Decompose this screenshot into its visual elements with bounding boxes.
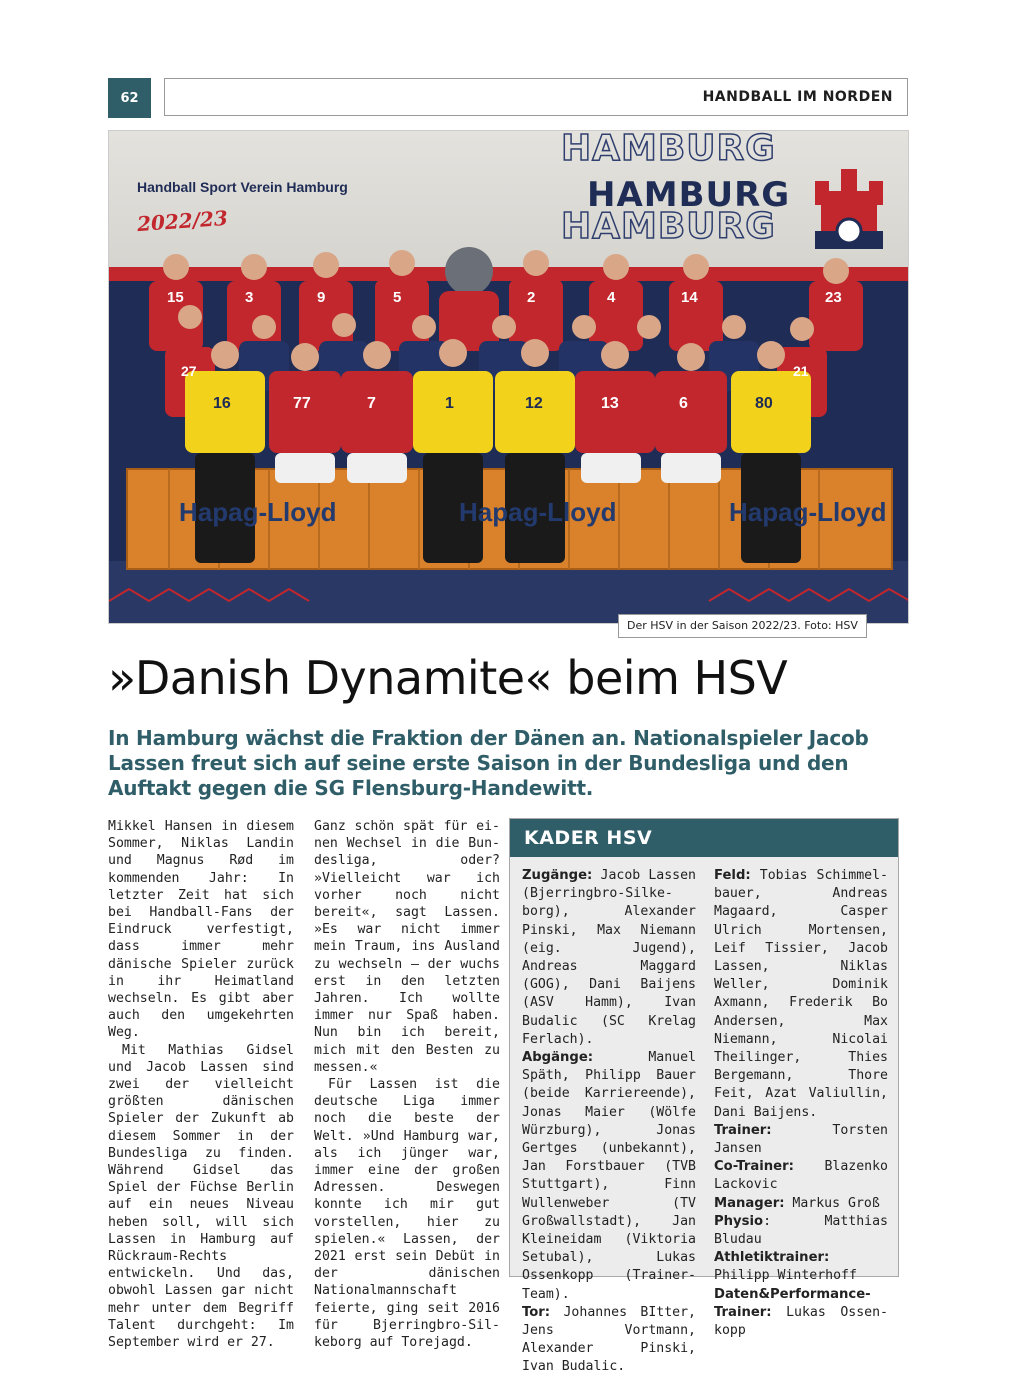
jersey-number: 2 <box>527 289 536 306</box>
photo-caption: Der HSV in der Saison 2022/23. Foto: HSV <box>618 614 867 638</box>
jersey-number: 77 <box>293 395 311 412</box>
zugaenge-text: Jacob Lassen (Bjerringbro-Silkeborg), Alexander Pinski, Max Niemann (eig. Jugend), Andreas Maggard (GOG), Dani Baijens (ASV Hamm), Ivan Budalic (SC Krelag Ferlach). <box>522 868 696 1047</box>
sponsor-logo-3: Hapag-Lloyd <box>729 497 887 527</box>
kader-title: KADER HSV <box>510 819 898 857</box>
manager-entry <box>714 1195 888 1213</box>
jersey-number: 1 <box>445 395 454 412</box>
jersey-number: 3 <box>245 289 254 306</box>
manager-label: Manager: <box>714 1195 785 1211</box>
article-column-2 <box>314 818 500 1351</box>
trainer-text: Torsten Jansen <box>714 1122 888 1157</box>
jersey-number: 80 <box>755 395 773 412</box>
jersey-number: 23 <box>825 289 842 306</box>
athletik-entry <box>714 1249 888 1285</box>
physio-entry <box>714 1213 888 1249</box>
jersey-number: 13 <box>601 395 619 412</box>
daten-entry <box>714 1286 888 1341</box>
cotrainer-label: Co-Trainer: <box>714 1159 794 1175</box>
athletik-text: Philipp Winterhoff <box>714 1268 857 1284</box>
abgaenge-text: Manuel Späth, Philipp Bauer (beide Karriereende), Jonas Maier (Wölfe Würzburg), Jonas Gertges (unbekannt), Jan Forstbauer (TVB Stuttgart), Finn Wullenweber (TV Großwallstadt), Jan Kleineidam (Viktoria Setubal), Lukas Ossenkopp (Trainer-Team). <box>522 1050 696 1302</box>
cotrainer-entry <box>714 1158 888 1194</box>
sponsor-logo-1: Hapag-Lloyd <box>179 497 337 527</box>
kader-column-1 <box>522 867 696 1377</box>
paragraph: Mit Mathias Gidsel und Jacob Lassen sind zwei der vielleicht größten dänischen Spieler der Zukunft ab diesem Sommer in der Bundesliga zu finden. Während Gidsel das Spiel der Füchse Berlin auf ein neues Niveau heben soll, will sich Lassen in Hamburg auf Rückraum-Rechts entwickeln. Und das, obwohl Lassen gar nicht mehr unter dem Begriff Talent durchgeht: Im September wird er 27. <box>108 1042 294 1351</box>
jersey-number: 14 <box>681 289 698 306</box>
team-photo <box>108 130 909 624</box>
sponsor-logo-2: Hapag-Lloyd <box>459 497 617 527</box>
cotrainer-text: Blazenko Lackovic <box>714 1159 888 1193</box>
abgaenge-entry <box>522 1049 696 1304</box>
trainer-label: Trainer: <box>714 1122 772 1138</box>
article-headline: »Danish Dynamite« beim HSV <box>108 651 788 705</box>
paragraph: Für Lassen ist die deutsche Liga immer noch die beste der Welt. »Und Hamburg war, als ich jünger war, immer eine der großen Adressen. Deswegen konnte ich mir gut vorstellen, hier zu spielen.« Lassen, der 2021 erst sein Debüt in der dänischen Nationalmannschaft feierte, ging seit 2016 für Bjerringbro-Silkeborg auf Torejagd. <box>314 1077 500 1351</box>
kader-box <box>509 818 899 1375</box>
feld-entry <box>714 867 888 1122</box>
kader-column-2 <box>714 867 888 1340</box>
trainer-entry <box>714 1122 888 1158</box>
paragraph: Ganz schön spät für einen Wechsel in die Bundesliga, oder? »Vielleicht war ich vorher noch nicht bereit«, sagt Lassen. »Es war nicht immer mein Traum, ins Ausland zu wechseln – der wuchs erst in den letzten Jahren. Ich wollte immer nur Spaß haben. Nun bin ich bereit, mich mit den Besten zu messen.« <box>314 819 500 1075</box>
tor-entry <box>522 1304 696 1377</box>
jersey-number: 27 <box>181 363 197 379</box>
section-title: HANDBALL IM NORDEN <box>164 78 908 116</box>
jersey-number: 4 <box>607 289 616 306</box>
hamburg-outline-1: HAMBURG <box>561 130 776 169</box>
zugaenge-label: Zugänge: <box>522 868 593 883</box>
physio-text: : Matthias Bludau <box>714 1213 888 1248</box>
jersey-number: 12 <box>525 395 543 412</box>
manager-text: Markus Groß <box>784 1195 880 1211</box>
physio-label: Physio <box>714 1213 764 1229</box>
jersey-number: 7 <box>367 395 376 412</box>
athletik-label: Athletiktrainer: <box>714 1250 830 1266</box>
tor-text: Johannes BItter, Jens Vortmann, Alexander Pinski, Ivan Budalic. <box>522 1304 696 1375</box>
jersey-number: 15 <box>167 289 184 306</box>
article-lead: In Hamburg wächst die Fraktion der Dänen an. Nationalspieler Jacob Lassen freut sich auf seine erste Saison in der Bundesliga und den Auftakt gegen die SG Flensburg-Handewitt. <box>108 726 869 800</box>
jersey-number: 5 <box>393 289 402 306</box>
jersey-number: 21 <box>793 363 809 379</box>
page-number: 62 <box>108 78 151 118</box>
zugaenge-entry <box>522 867 696 1049</box>
hamburg-outline-2: HAMBURG <box>561 206 776 247</box>
feld-label: Feld: <box>714 868 751 883</box>
feld-text: Tobias Schimmelbauer, Andreas Magaard, Casper Ulrich Mortensen, Leif Tissier, Jacob Lassen, Niklas Weller, Dominik Axmann, Frederik Bo Andersen, Max Niemann, Nicolai Theilinger, Thies Bergemann, Thore Feit, Azat Valiullin, Dani Baijens. <box>714 868 888 1120</box>
jersey-number: 9 <box>317 289 326 306</box>
club-name: Handball Sport Verein Hamburg <box>137 179 348 195</box>
season-label: 2022/23 <box>136 205 229 237</box>
tor-label: Tor: <box>522 1304 551 1320</box>
hamburg-wordmark: HAMBURG <box>587 175 791 215</box>
daten-text: Lukas Ossenkopp <box>714 1304 888 1339</box>
article-column-1 <box>108 818 294 1351</box>
jersey-number: 16 <box>213 395 231 412</box>
jersey-number: 6 <box>679 395 688 412</box>
abgaenge-label: Abgänge: <box>522 1050 594 1066</box>
daten-label: Daten&Performance-Trainer: <box>714 1286 871 1320</box>
paragraph: Mikkel Hansen in diesem Sommer, Niklas Landin und Magnus Rød im kommenden Jahr: In letzter Zeit hat sich bei Handball-Fans der Eindruck verfestigt, dass immer mehr dänische Spieler zurück in ihr Heimatland wechseln. Es gibt aber auch den umgekehrten Weg. <box>108 819 294 1041</box>
